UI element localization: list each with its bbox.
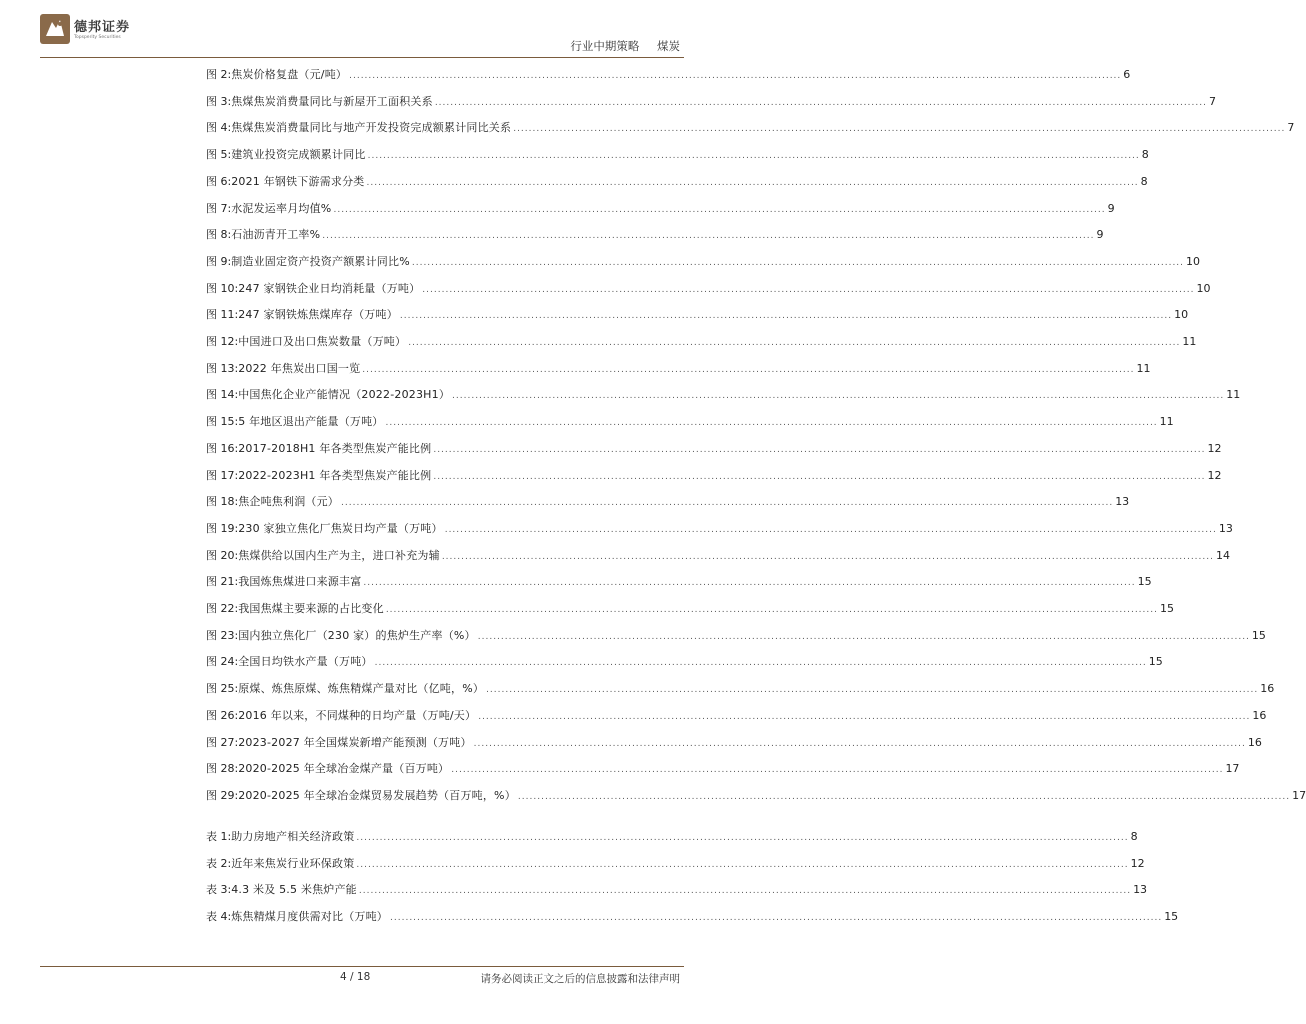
- report-sector: 煤炭: [657, 39, 680, 53]
- figure-toc-page-number: 6: [1123, 68, 1131, 81]
- table-toc-page-number: 13: [1133, 883, 1148, 897]
- figure-toc-entry[interactable]: [206, 414, 1174, 430]
- table-toc-entry[interactable]: [206, 856, 1145, 872]
- page-header: [0, 0, 724, 60]
- figure-toc-number: 图 7:: [206, 201, 232, 215]
- footer-divider: [40, 966, 684, 967]
- figure-toc-title: 焦煤焦炭消费量同比与新屋开工面积关系: [231, 94, 433, 108]
- table-toc-page-number: 12: [1130, 856, 1145, 870]
- figure-toc-page-number: 15: [1251, 628, 1266, 642]
- figure-toc-entry[interactable]: [206, 67, 1131, 83]
- header-report-type: [556, 38, 680, 54]
- figure-toc-number: 图 20:: [206, 548, 239, 562]
- table-toc-number: 表 2:: [206, 856, 232, 870]
- figure-toc-number: 图 9:: [206, 254, 232, 268]
- figure-toc-number: 图 17:: [206, 468, 239, 482]
- figure-toc-number: 图 25:: [206, 682, 239, 696]
- figure-toc-number: 图 5:: [206, 148, 232, 162]
- figure-toc-title: 全国日均铁水产量（万吨）: [238, 655, 373, 669]
- figure-toc-entry[interactable]: [206, 681, 1275, 697]
- figure-toc-number: 图 4:: [206, 121, 232, 135]
- figure-toc-title: 2023-2027 年全国煤炭新增产能预测（万吨）: [238, 735, 472, 749]
- figure-toc-title: 2017-2018H1 年各类型焦炭产能比例: [238, 441, 432, 455]
- dot-leader: ........................................................................................................................................................................................................: [517, 791, 1291, 802]
- figure-toc-title: 2022-2023H1 年各类型焦炭产能比例: [238, 468, 432, 482]
- figure-toc-page-number: 13: [1115, 495, 1130, 509]
- dot-leader: ........................................................................................................................................................................................................: [434, 97, 1207, 108]
- figure-toc-number: 图 11:: [206, 308, 239, 322]
- dot-leader: ........................................................................................................................................................................................................: [322, 231, 1095, 242]
- dot-leader: ........................................................................................................................................................................................................: [399, 311, 1173, 322]
- figure-toc-title: 2020-2025 年全球冶金煤贸易发展趋势（百万吨，%）: [238, 788, 516, 802]
- figure-toc-number: 图 16:: [206, 441, 239, 455]
- figure-toc-entry[interactable]: [206, 601, 1174, 617]
- table-toc-title: 近年来焦炭行业环保政策: [231, 856, 355, 870]
- figure-toc-entry[interactable]: [206, 468, 1222, 484]
- dot-leader: ........................................................................................................................................................................................................: [358, 886, 1132, 897]
- header-divider: [40, 57, 684, 58]
- table-toc-title: 炼焦精煤月度供需对比（万吨）: [231, 910, 389, 924]
- figure-toc-number: 图 21:: [206, 575, 239, 589]
- table-toc-number: 表 4:: [206, 910, 232, 924]
- dot-leader: ........................................................................................................................................................................................................: [433, 444, 1206, 455]
- figure-toc-entry[interactable]: [206, 361, 1151, 377]
- figure-toc-page-number: 17: [1225, 762, 1240, 776]
- table-toc-page-number: 8: [1130, 830, 1138, 843]
- figure-toc-entry[interactable]: [206, 521, 1233, 537]
- logo-mark-icon: [40, 14, 70, 44]
- figure-toc-page-number: 15: [1137, 575, 1152, 589]
- figure-toc-page-number: 10: [1196, 281, 1211, 295]
- figure-toc-entry[interactable]: [206, 441, 1222, 457]
- figure-toc-page-number: 11: [1182, 335, 1197, 348]
- table-toc-number: 表 1:: [206, 830, 232, 843]
- figure-toc-entry[interactable]: [206, 94, 1216, 110]
- table-toc-entry[interactable]: [206, 829, 1138, 845]
- figure-toc-number: 图 14:: [206, 388, 239, 402]
- figure-toc-entry[interactable]: [206, 761, 1240, 777]
- figure-toc-page-number: 9: [1107, 201, 1115, 215]
- dot-leader: ........................................................................................................................................................................................................: [478, 711, 1251, 722]
- dot-leader: ........................................................................................................................................................................................................: [341, 498, 1114, 509]
- figure-toc-entry[interactable]: [206, 227, 1104, 243]
- figure-toc-page-number: 12: [1207, 468, 1222, 482]
- figure-toc-entry[interactable]: [206, 334, 1197, 350]
- figure-toc-title: 2016 年以来，不同煤种的日均产量（万吨/天）: [238, 708, 477, 722]
- dot-leader: ........................................................................................................................................................................................................: [366, 177, 1139, 188]
- figure-toc-page-number: 7: [1208, 94, 1216, 108]
- dot-leader: ........................................................................................................................................................................................................: [385, 418, 1158, 429]
- figure-toc-entry[interactable]: [206, 307, 1189, 323]
- figure-toc-entry[interactable]: [206, 201, 1115, 217]
- dot-leader: ........................................................................................................................................................................................................: [441, 551, 1214, 562]
- figure-toc-entry[interactable]: [206, 788, 1306, 804]
- table-toc-title: 助力房地产相关经济政策: [231, 830, 355, 843]
- figure-toc-page-number: 10: [1186, 254, 1201, 268]
- figure-toc-entry[interactable]: [206, 120, 1295, 136]
- figure-toc-page-number: 8: [1140, 174, 1148, 188]
- dot-leader: ........................................................................................................................................................................................................: [385, 605, 1158, 615]
- table-toc-page-number: 15: [1164, 910, 1179, 924]
- figure-toc-entry[interactable]: [206, 574, 1152, 590]
- figure-toc-title: 230 家独立焦化厂焦炭日均产量（万吨）: [238, 521, 443, 535]
- logo-chinese-name: 德邦证券: [74, 20, 131, 35]
- figure-toc-number: 图 8:: [206, 228, 232, 242]
- dot-leader: ........................................................................................................................................................................................................: [422, 284, 1195, 295]
- figure-toc-number: 图 3:: [206, 94, 232, 108]
- figure-toc-number: 图 15:: [206, 415, 239, 429]
- figure-toc-title: 247 家钢铁企业日均消耗量（万吨）: [238, 281, 421, 295]
- figure-toc-number: 图 27:: [206, 735, 239, 749]
- figure-toc-title: 焦煤焦炭消费量同比与地产开发投资完成额累计同比关系: [231, 121, 512, 135]
- figure-toc-title: 中国焦化企业产能情况（2022-2023H1）: [238, 388, 451, 402]
- dot-leader: ........................................................................................................................................................................................................: [452, 391, 1225, 402]
- dot-leader: ........................................................................................................................................................................................................: [486, 685, 1259, 696]
- dot-leader: ........................................................................................................................................................................................................: [444, 524, 1217, 535]
- figure-toc-page-number: 14: [1215, 548, 1230, 562]
- figure-toc-title: 5 年地区退出产能量（万吨）: [238, 415, 384, 429]
- figure-toc-page-number: 17: [1292, 788, 1306, 802]
- dot-leader: ........................................................................................................................................................................................................: [333, 204, 1106, 215]
- dot-leader: ........................................................................................................................................................................................................: [374, 658, 1147, 669]
- figure-toc-page-number: 16: [1247, 735, 1262, 749]
- figure-toc-page-number: 11: [1159, 415, 1174, 429]
- figure-toc-page-number: 11: [1136, 361, 1151, 375]
- figure-toc-entry[interactable]: [206, 387, 1241, 403]
- dot-leader: ........................................................................................................................................................................................................: [362, 364, 1135, 375]
- figure-toc-title: 石油沥青开工率%: [231, 228, 321, 242]
- figure-toc-number: 图 29:: [206, 788, 239, 802]
- figure-toc-number: 图 13:: [206, 361, 239, 375]
- report-category: 行业中期策略: [570, 39, 640, 53]
- figure-toc-page-number: 11: [1226, 388, 1241, 402]
- figure-toc-number: 图 24:: [206, 655, 239, 669]
- figure-toc-number: 图 23:: [206, 628, 239, 642]
- figure-toc-title: 国内独立焦化厂（230 家）的焦炉生产率（%）: [238, 628, 476, 642]
- page-number: 4 / 18: [340, 971, 371, 983]
- figure-toc-page-number: 16: [1260, 682, 1275, 696]
- figure-toc-number: 图 2:: [206, 68, 232, 81]
- figure-toc-entry[interactable]: [206, 254, 1201, 270]
- dot-leader: ........................................................................................................................................................................................................: [513, 124, 1286, 135]
- figure-toc-page-number: 8: [1141, 148, 1149, 162]
- company-logo: [40, 14, 150, 46]
- table-toc-number: 表 3:: [206, 883, 232, 897]
- figure-toc-page-number: 12: [1207, 441, 1222, 455]
- figure-toc-number: 图 12:: [206, 335, 239, 348]
- figure-toc-entry[interactable]: [206, 654, 1163, 670]
- figure-toc-entry[interactable]: [206, 494, 1130, 510]
- dot-leader: ........................................................................................................................................................................................................: [367, 151, 1140, 162]
- figure-toc-title: 我国焦煤主要来源的占比变化: [238, 602, 384, 615]
- figure-toc-page-number: 16: [1252, 708, 1267, 722]
- figure-toc-number: 图 10:: [206, 281, 239, 295]
- dot-leader: ........................................................................................................................................................................................................: [349, 71, 1122, 81]
- figure-toc-number: 图 26:: [206, 708, 239, 722]
- dot-leader: ........................................................................................................................................................................................................: [473, 738, 1246, 749]
- figure-toc-page-number: 13: [1218, 521, 1233, 535]
- figure-toc-entry[interactable]: [206, 708, 1267, 724]
- figure-toc-page-number: 15: [1148, 655, 1163, 669]
- figure-toc-title: 我国炼焦煤进口来源丰富: [238, 575, 362, 589]
- figure-toc-number: 图 28:: [206, 762, 239, 776]
- figure-toc-title: 中国进口及出口焦炭数量（万吨）: [238, 335, 407, 348]
- figure-toc-title: 2022 年焦炭出口国一览: [238, 361, 361, 375]
- table-toc-entry[interactable]: [206, 882, 1148, 898]
- dot-leader: ........................................................................................................................................................................................................: [433, 471, 1206, 482]
- dot-leader: ........................................................................................................................................................................................................: [477, 631, 1250, 642]
- figure-toc-title: 原煤、炼焦原煤、炼焦精煤产量对比（亿吨，%）: [238, 682, 485, 696]
- figure-toc-title: 制造业固定资产投资产额累计同比%: [231, 254, 410, 268]
- figure-toc-title: 247 家钢铁炼焦煤库存（万吨）: [238, 308, 398, 322]
- figure-toc-entry[interactable]: [206, 548, 1230, 564]
- figure-toc-number: 图 6:: [206, 174, 232, 188]
- dot-leader: ........................................................................................................................................................................................................: [411, 257, 1185, 268]
- table-toc-entry[interactable]: [206, 909, 1179, 925]
- dot-leader: ........................................................................................................................................................................................................: [363, 578, 1136, 589]
- dot-leader: ........................................................................................................................................................................................................: [408, 338, 1181, 348]
- figure-toc-entry[interactable]: [206, 735, 1262, 751]
- figure-toc-title: 焦企吨焦利润（元）: [238, 495, 340, 509]
- figure-toc-entry[interactable]: [206, 281, 1211, 297]
- figure-toc-number: 图 18:: [206, 495, 239, 509]
- figure-toc-title: 建筑业投资完成额累计同比: [231, 148, 366, 162]
- figure-toc-page-number: 9: [1096, 228, 1104, 242]
- disclaimer-note: 请务必阅读正文之后的信息披露和法律声明: [480, 973, 680, 985]
- figure-toc-number: 图 22:: [206, 602, 239, 615]
- logo-english-name: Topsperity Securities: [74, 35, 121, 40]
- figure-toc-number: 图 19:: [206, 521, 239, 535]
- figure-toc-title: 2021 年钢铁下游需求分类: [231, 174, 365, 188]
- table-toc-title: 4.3 米及 5.5 米焦炉产能: [231, 883, 357, 897]
- dot-leader: ........................................................................................................................................................................................................: [356, 859, 1129, 870]
- figure-toc-title: 2020-2025 年全球冶金煤产量（百万吨）: [238, 762, 450, 776]
- figure-toc-entry[interactable]: [206, 628, 1266, 644]
- dot-leader: ........................................................................................................................................................................................................: [390, 913, 1163, 924]
- figure-toc-title: 焦煤供给以国内生产为主，进口补充为辅: [238, 548, 440, 562]
- figure-toc-title: 水泥发运率月均值%: [231, 201, 332, 215]
- figure-toc-page-number: 7: [1287, 121, 1295, 135]
- figure-toc-entry[interactable]: [206, 147, 1149, 163]
- dot-leader: ........................................................................................................................................................................................................: [451, 765, 1224, 776]
- figure-toc-page-number: 10: [1174, 308, 1189, 322]
- figure-toc-entry[interactable]: [206, 174, 1148, 190]
- figure-toc-title: 焦炭价格复盘（元/吨）: [231, 68, 348, 81]
- figure-toc-page-number: 15: [1159, 602, 1174, 615]
- dot-leader: ........................................................................................................................................................................................................: [356, 833, 1129, 843]
